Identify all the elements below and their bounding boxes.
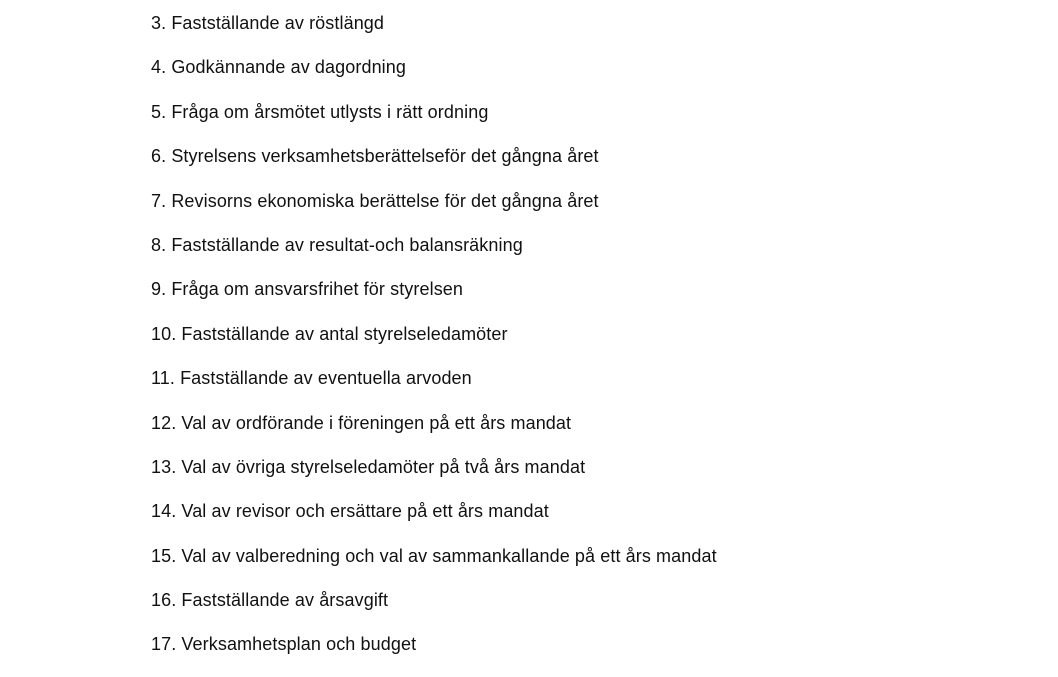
agenda-item-10: 10. Fastställande av antal styrelseledamöter [151, 323, 508, 344]
agenda-item-4: 4. Godkännande av dagordning [151, 57, 407, 78]
agenda-item-5: 5. Fråga om årsmötet utlysts i rätt ordning [151, 101, 489, 122]
agenda-item-13: 13. Val av övriga styrelseledamöter på två års mandat [151, 456, 586, 477]
agenda-item-17: 17. Verksamhetsplan och budget [151, 634, 417, 655]
agenda-item-16: 16. Fastställande av årsavgift [151, 590, 389, 611]
agenda-item-15: 15. Val av valberedning och val av sammankallande på ett års mandat [151, 545, 717, 566]
agenda-item-3: 3. Fastställande av röstlängd [151, 13, 385, 33]
agenda-item-7: 7. Revisorns ekonomiska berättelse för det gångna året [151, 190, 599, 211]
agenda-item-6: 6. Styrelsens verksamhetsberättelseför det gångna året [151, 146, 599, 167]
agenda-item-8: 8. Fastställande av resultat-och balansräkning [151, 234, 523, 255]
agenda-item-12: 12. Val av ordförande i föreningen på ett års mandat [151, 412, 572, 433]
agenda-list [151, 11, 717, 677]
agenda-item-9: 9. Fråga om ansvarsfrihet för styrelsen [151, 279, 464, 300]
agenda-item-14: 14. Val av revisor och ersättare på ett års mandat [151, 501, 549, 522]
agenda-item-11: 11. Fastställande av eventuella arvoden [151, 368, 472, 389]
